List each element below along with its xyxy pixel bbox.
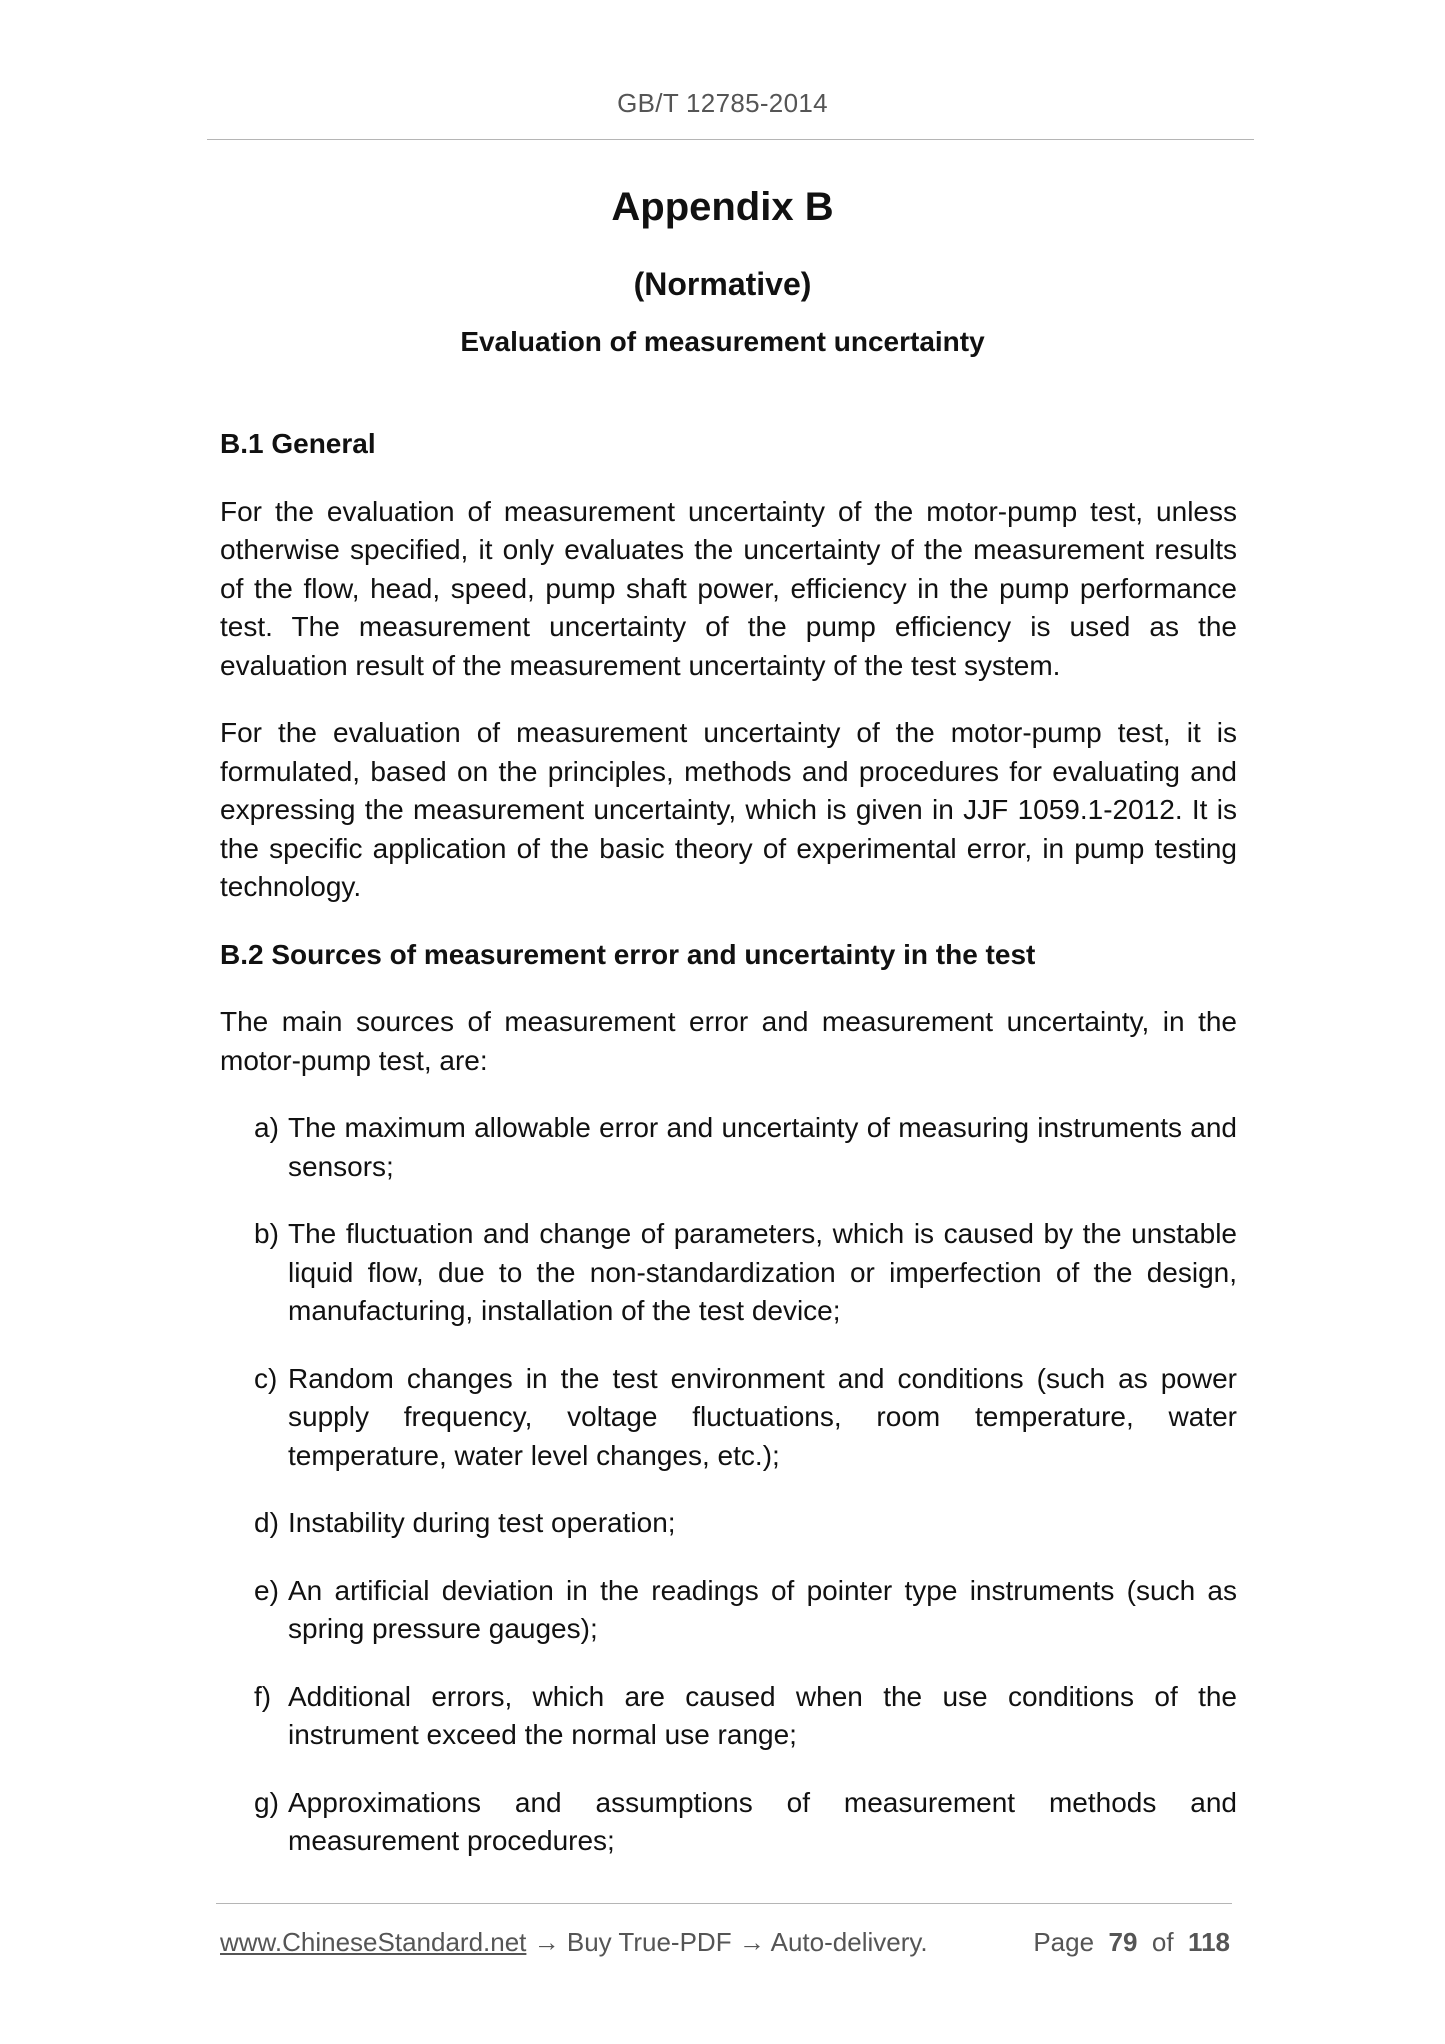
list-marker: d) [254, 1507, 279, 1538]
list-item-text: Approximations and assumptions of measurement methods and measurement procedures; [288, 1786, 1237, 1856]
list-marker: a) [254, 1112, 279, 1143]
document-body [220, 425, 1237, 1890]
list-marker: e) [254, 1574, 279, 1606]
list-item-text: The maximum allowable error and uncertainty of measuring instruments and sensors; [288, 1112, 1237, 1182]
paragraph: For the evaluation of measurement uncertainty of the motor-pump test, unless otherwise specified, it only evaluates the uncertainty of the measurement results of the flow, head, speed, pump shaft power, efficiency in the pump performance test. The measurement uncertainty of the pump efficiency is used as the evaluation result of the measurement uncertainty of the test system. [220, 495, 1237, 681]
list-item-text: Additional errors, which are caused when the use conditions of the instrument exceed the normal use range; [288, 1680, 1237, 1750]
paragraph: The main sources of measurement error and measurement uncertainty, in the motor-pump test, are: [220, 1006, 1237, 1076]
arrow-right-icon: → [738, 1927, 765, 1957]
footer-divider [216, 1903, 1232, 1904]
list-item [220, 1360, 1237, 1476]
list-marker: f) [254, 1680, 272, 1712]
section-heading-b1: B.1 General [220, 428, 376, 459]
list-item-text: Instability during test operation; [288, 1507, 676, 1538]
delivery-text: Auto-delivery. [770, 1927, 928, 1957]
paragraph: For the evaluation of measurement uncertainty of the motor-pump test, it is formulated, based on the principles, methods and procedures for evaluating and expressing the measurement uncertainty, which is given in JJF 1059.1-2012. It is the specific application of the basic theory of experimental error, in pump testing technology. [220, 717, 1237, 902]
appendix-normative-label: (Normative) [633, 266, 812, 302]
of-label: of [1151, 1927, 1174, 1957]
footer-promo [220, 1927, 928, 1958]
appendix-subtitle: Evaluation of measurement uncertainty [460, 326, 985, 357]
list-item [220, 1504, 1237, 1543]
header-divider [207, 139, 1254, 140]
list-marker: g) [254, 1786, 279, 1818]
list-item-text: An artificial deviation in the readings of pointer type instruments (such as spring pressure gauges); [288, 1574, 1237, 1644]
arrow-right-icon: → [533, 1927, 560, 1957]
total-pages: 118 [1188, 1927, 1230, 1957]
page-indicator [1033, 1927, 1230, 1958]
list-item [220, 1784, 1237, 1861]
list-item-text: Random changes in the test environment and conditions (such as power supply frequency, voltage fluctuations, room temperature, water temperature, water level changes, etc.); [288, 1362, 1237, 1471]
list-item [220, 1572, 1237, 1649]
list-marker: c) [254, 1362, 278, 1394]
page-number: 79 [1108, 1927, 1138, 1957]
site-link[interactable]: www.ChineseStandard.net [220, 1927, 527, 1957]
appendix-title: Appendix B [611, 185, 834, 229]
list-item [220, 1109, 1237, 1186]
list-item-text: The fluctuation and change of parameters, which is caused by the unstable liquid flow, due to the non-standardization or imperfection of the design, manufacturing, installation of the test device; [288, 1218, 1237, 1326]
buy-text: Buy True-PDF [566, 1927, 732, 1957]
list-item [220, 1678, 1237, 1755]
page-label: Page [1033, 1927, 1095, 1957]
error-sources-list [220, 1109, 1237, 1861]
list-item [220, 1215, 1237, 1331]
section-heading-b2: B.2 Sources of measurement error and uncertainty in the test [220, 938, 1036, 970]
list-marker: b) [254, 1218, 279, 1249]
document-header-code: GB/T 12785-2014 [617, 88, 828, 118]
